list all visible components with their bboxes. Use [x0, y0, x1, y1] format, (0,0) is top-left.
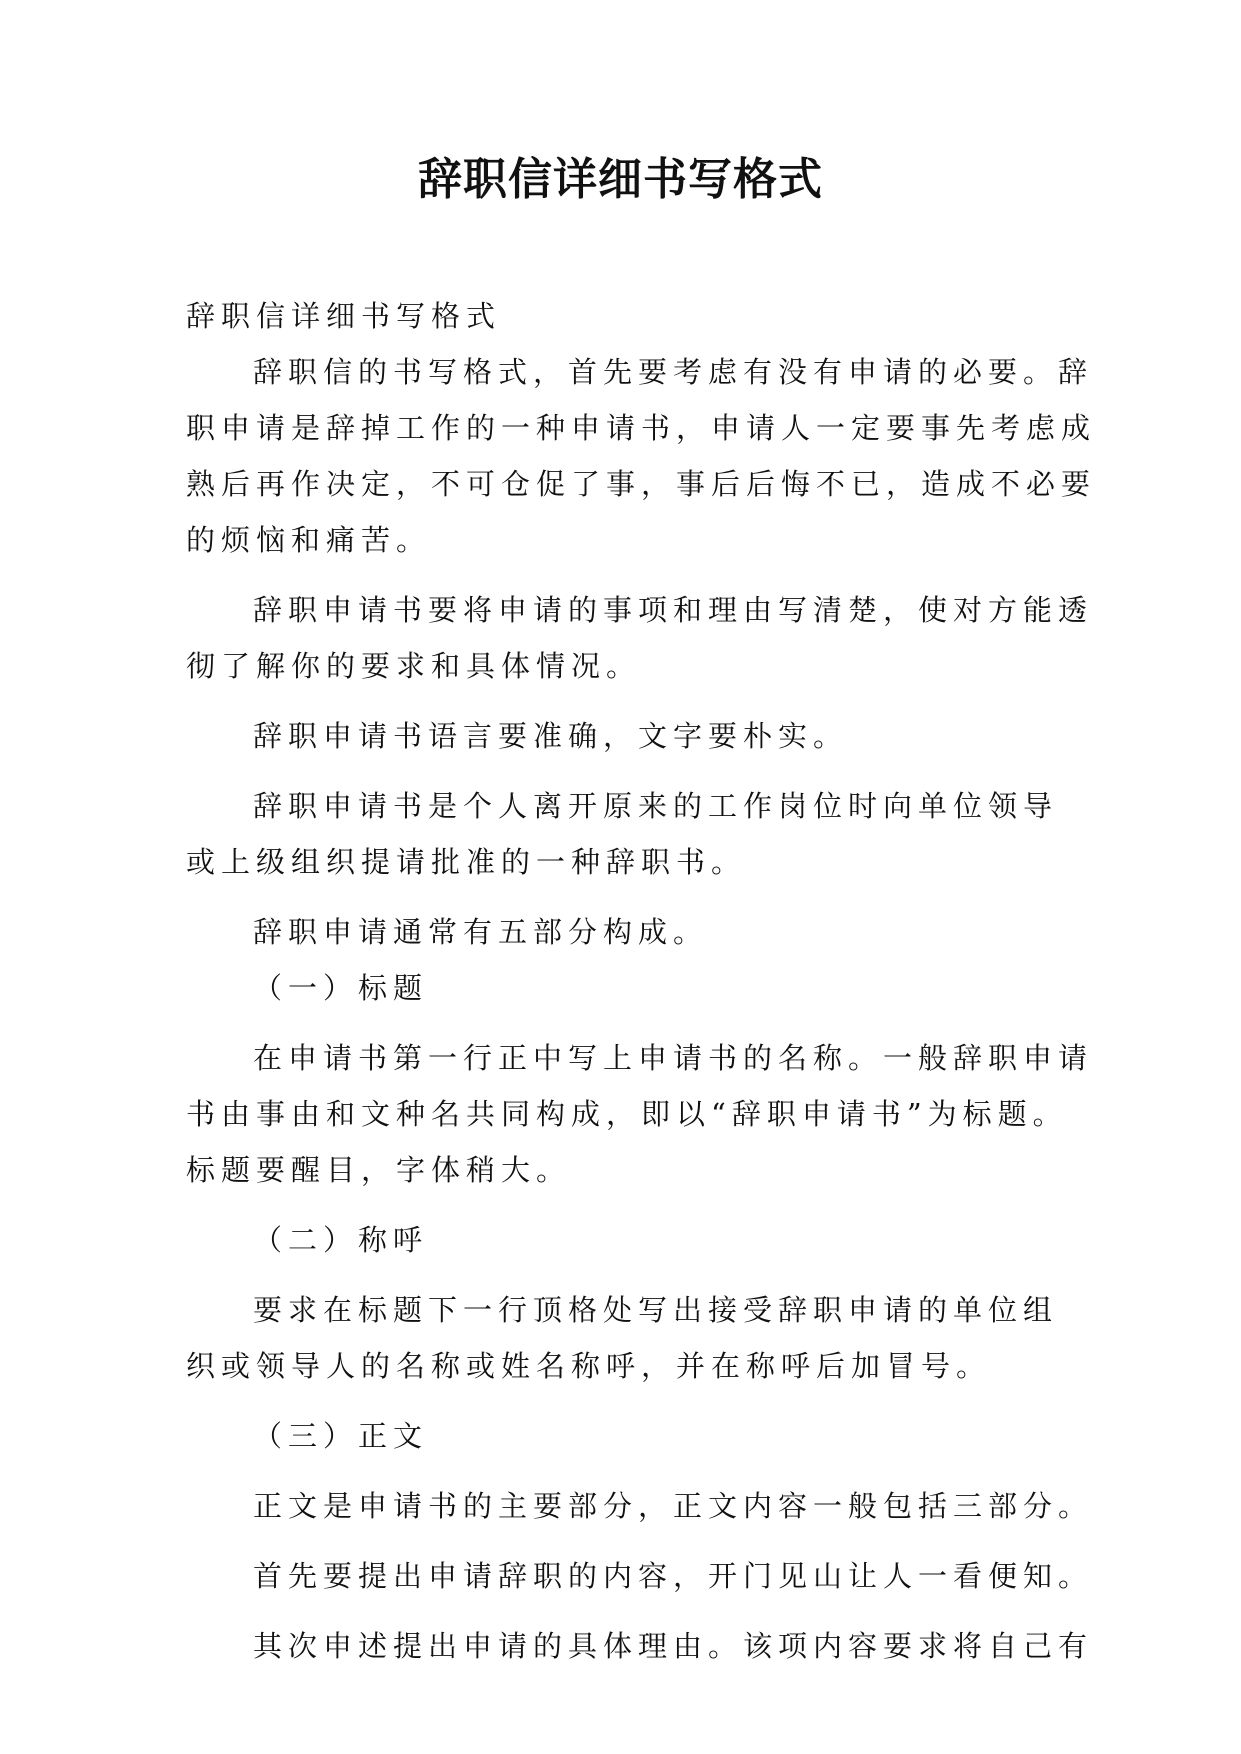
document-title: 辞职信详细书写格式: [418, 154, 823, 205]
document-body: [186, 288, 1097, 1674]
paragraph-line: 辞职申请书是个人离开原来的工作岗位时向单位领导: [253, 789, 1059, 823]
paragraph-line: 织或领导人的名称或姓名称呼，并在称呼后加冒号。: [186, 1349, 992, 1383]
paragraph-line: 辞职信的书写格式，首先要考虑有没有申请的必要。辞: [253, 355, 1094, 389]
paragraph-line: 辞职申请书要将申请的事项和理由写清楚，使对方能透: [253, 593, 1094, 627]
paragraph-line: 要求在标题下一行顶格处写出接受辞职申请的单位组: [253, 1293, 1059, 1327]
section-heading: （一）标题: [253, 971, 429, 1005]
subtitle-line: 辞职信详细书写格式: [186, 299, 502, 333]
paragraph-line: 书由事由和文种名共同构成，即以“辞职申请书”为标题。: [186, 1097, 1068, 1131]
paragraph-line: 辞职申请通常有五部分构成。: [253, 915, 709, 949]
paragraph-line: 的烦恼和痛苦。: [186, 523, 432, 557]
paragraph-line: 首先要提出申请辞职的内容，开门见山让人一看便知。: [253, 1559, 1094, 1593]
paragraph-line: 职申请是辞掉工作的一种申请书，申请人一定要事先考虑成: [186, 411, 1097, 445]
section-heading: （二）称呼: [253, 1223, 429, 1257]
paragraph-line: 辞职申请书语言要准确，文字要朴实。: [253, 719, 849, 753]
paragraph-line: 正文是申请书的主要部分，正文内容一般包括三部分。: [253, 1489, 1094, 1523]
paragraph-line: 或上级组织提请批准的一种辞职书。: [186, 845, 747, 879]
paragraph-line: 标题要醒目，字体稍大。: [186, 1153, 572, 1187]
paragraph-line: 在申请书第一行正中写上申请书的名称。一般辞职申请: [253, 1041, 1094, 1075]
paragraph-line: 其次申述提出申请的具体理由。该项内容要求将自己有: [253, 1629, 1094, 1663]
paragraph-line: 彻了解你的要求和具体情况。: [186, 649, 642, 683]
section-heading: （三）正文: [253, 1419, 429, 1453]
paragraph-line: 熟后再作决定，不可仓促了事，事后后悔不已，造成不必要: [186, 467, 1097, 501]
